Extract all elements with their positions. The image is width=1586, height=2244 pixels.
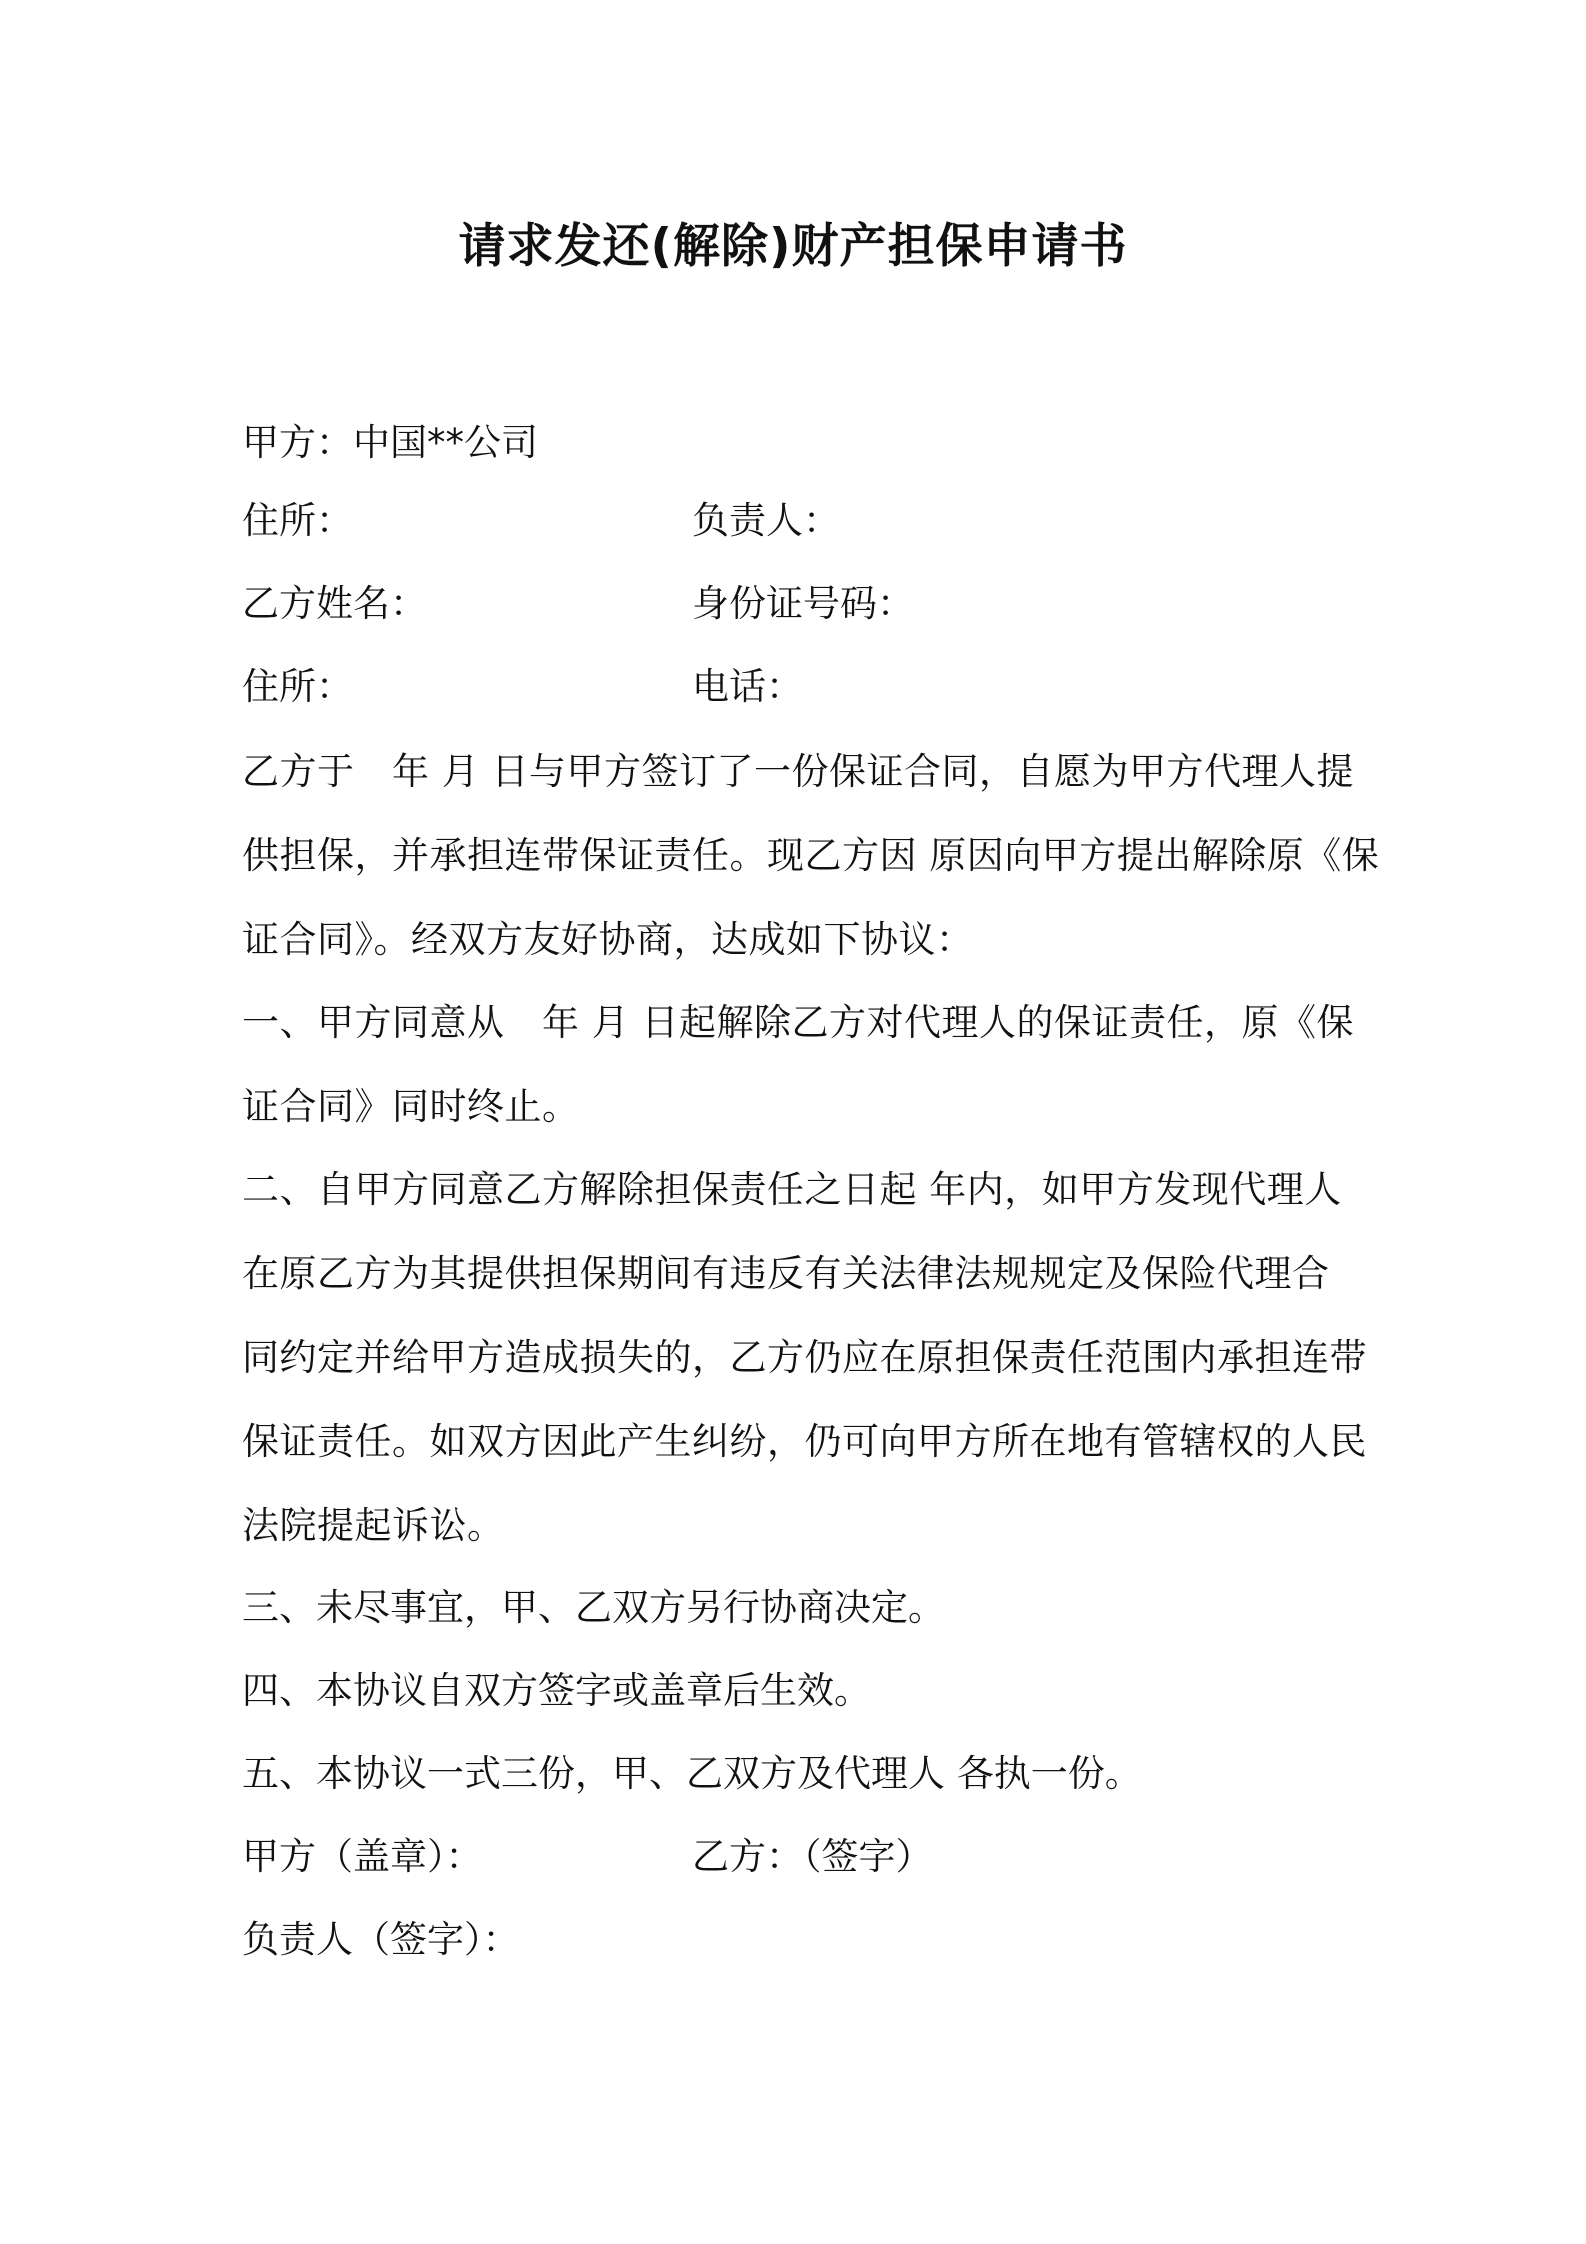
sign-party-a-label: 甲方（盖章）： <box>242 1835 483 1878</box>
person-in-charge-label: 负责人： <box>692 499 840 542</box>
clause-4: 四、本协议自双方签字或盖章后生效。 <box>242 1669 871 1712</box>
clause-2-line: 同约定并给甲方造成损失的，乙方仍应在原担保责任范围内承担连带 <box>242 1336 1367 1379</box>
address-a-label: 住所： <box>242 499 353 542</box>
clause-2-line: 二、自甲方同意乙方解除担保责任之日起 年内，如甲方发现代理人 <box>242 1168 1342 1211</box>
address-b-label: 住所： <box>242 665 353 708</box>
phone-label: 电话： <box>692 665 803 708</box>
party-a-line: 甲方：中国**公司 <box>242 421 538 464</box>
sign-person-in-charge-label: 负责人（签字）： <box>242 1918 520 1961</box>
party-b-name-label: 乙方姓名： <box>242 582 427 625</box>
clause-1-paragraph <box>242 981 1362 1149</box>
clause-2-line: 在原乙方为其提供担保期间有违反有关法律法规规定及保险代理合 <box>242 1252 1330 1295</box>
clause-1-line: 一、甲方同意从 年 月 日起解除乙方对代理人的保证责任，原《保 <box>242 1001 1355 1044</box>
intro-line: 供担保，并承担连带保证责任。现乙方因 原因向甲方提出解除原《保 <box>242 834 1380 877</box>
clause-2-line: 保证责任。如双方因此产生纠纷，仍可向甲方所在地有管辖权的人民 <box>242 1420 1367 1463</box>
id-number-label: 身份证号码： <box>692 582 914 625</box>
clause-3: 三、未尽事宜，甲、乙双方另行协商决定。 <box>242 1586 945 1629</box>
sign-party-b-label: 乙方：（签字） <box>692 1835 933 1878</box>
clause-1-line: 证合同》同时终止。 <box>242 1085 580 1128</box>
clause-2-line: 法院提起诉讼。 <box>242 1504 505 1547</box>
clause-2-paragraph <box>242 1148 1367 1568</box>
intro-line: 乙方于 年 月 日与甲方签订了一份保证合同，自愿为甲方代理人提 <box>242 750 1355 793</box>
intro-paragraph <box>242 730 1380 982</box>
document-title: 请求发还(解除)财产担保申请书 <box>458 219 1128 274</box>
clause-5: 五、本协议一式三份，甲、乙双方及代理人 各执一份。 <box>242 1752 1142 1795</box>
intro-line: 证合同》。经双方友好协商，达成如下协议： <box>242 918 974 961</box>
